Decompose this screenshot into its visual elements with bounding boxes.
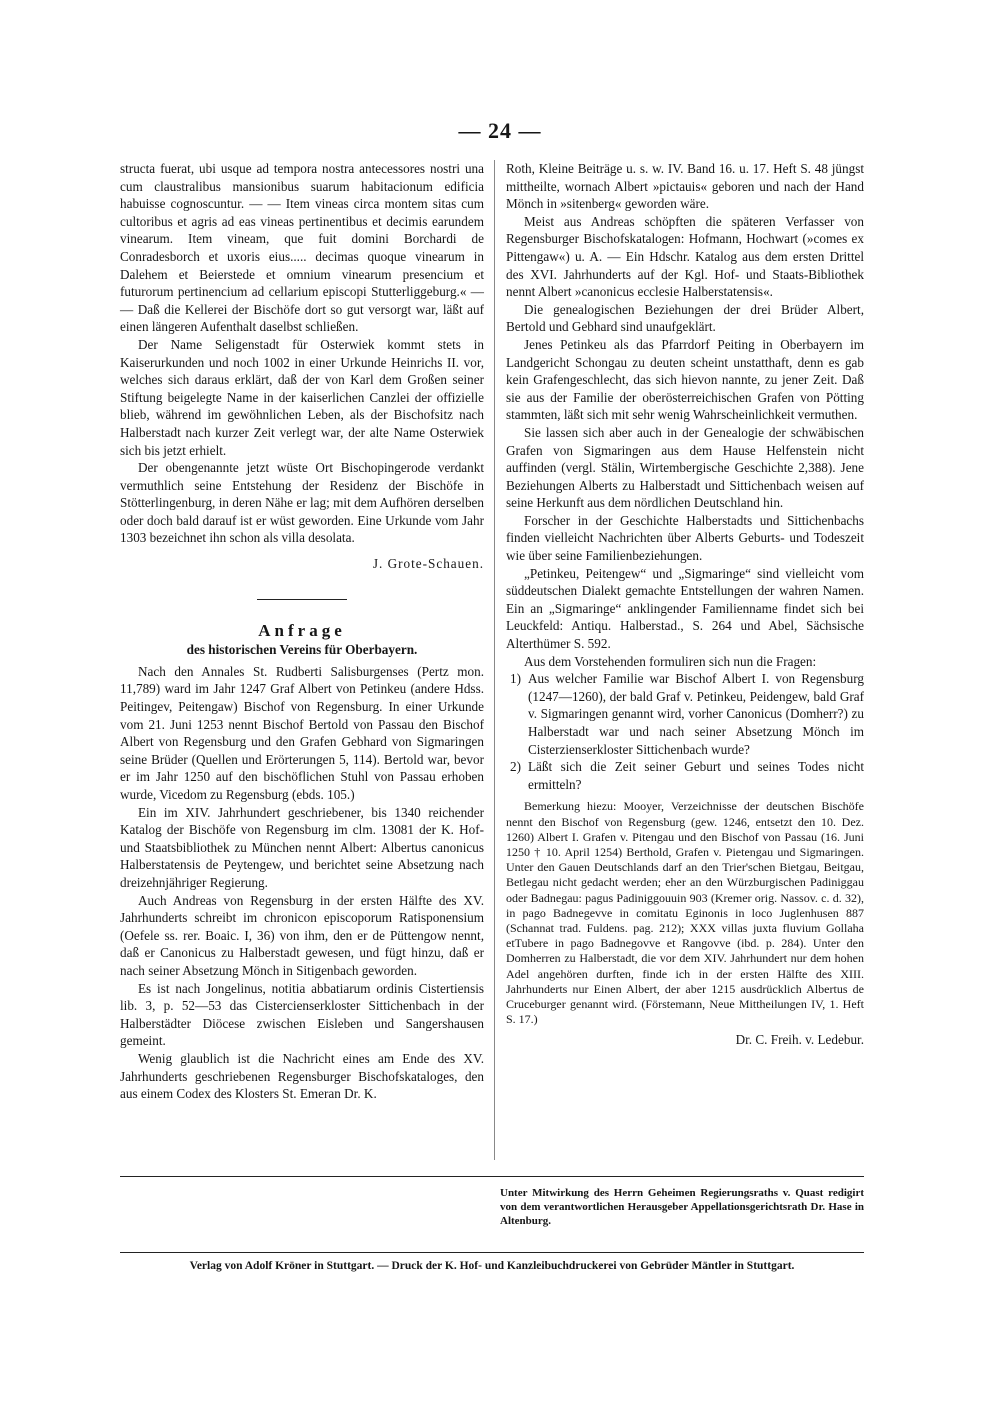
paragraph: Der obengenannte jetzt wüste Ort Bischopingerode verdankt vermuthlich seine Entstehung der Residenz der Bischöfe in Stötterlingenburg, in deren Nähe er lag; mit dem Aufhören derselben oder doch bald darauf ist er wüst geworden. Eine Urkunde vom Jahr 1303 bezeichnet ihn schon als villa desolata. bbox=[120, 460, 484, 546]
question-text: Aus welcher Familie war Bischof Albert I. von Regensburg (1247—1260), der bald Graf v. Petinkeu, Peidengew, bald Graf v. Sigmaringen genannt wird, vorher Canonicus (Domherr?) zu Halberstadt war und nach seiner Absetzung Mönch im Cisterzienserkloster Sittichenbach wurde? bbox=[528, 671, 864, 757]
paragraph: Forscher in der Geschichte Halberstadts und Sittichenbachs finden vielleicht Nachrichten über Alberts Geburts- und Todeszeit wie über seine Familienbeziehungen. bbox=[506, 512, 864, 564]
paragraph: „Petinkeu, Peitengew“ und „Sigmaringe“ sind vielleicht vom süddeutschen Dialekt gemachte Entstellungen der wahren Namen. Ein an „Sigmaringe“ anklingender Familienname findet sich bei Leuckfeld: Antiqu. Halberstad., S. 264 und Abel, Sächsische Alterthümer S. 592. bbox=[506, 565, 864, 652]
column-divider bbox=[494, 160, 495, 1160]
paragraph: Es ist nach Jongelinus, notitia abbatiarum ordinis Cistertiensis lib. 3, p. 52—53 das Cistercienserkloster Sittichenbach in der Halberstädter Diöcese zwischen Eisleben und Sangershausen gemeint. bbox=[120, 980, 484, 1049]
page-number: — 24 — bbox=[458, 118, 542, 143]
right-column bbox=[506, 160, 864, 1049]
paragraph: structa fuerat, ubi usque ad tempora nostra antecessores nostri una cum claustralibus mansionibus suarum habitacionum edificia habuisse cognoscuntur. — — Item vineas circa montem sitas cum cultoribus et agris ad eas vineas pertinentibus et decimis earundem vinearum. Item vineam, que fuit domini Borchardi de Conradesborch et uxoris eius..... decimas quoque vinearum in Dalehem et Beierstede et omnium vinearum presencium et futurorum pertinencium ad cellarium episcopi Stutterliggeburg.« — — Daß die Kellerei der Bischöfe dort so gut versorgt war, läßt auf einen längeren Aufenthalt daselbst schließen. bbox=[120, 161, 484, 335]
paragraph: Jenes Petinkeu als das Pfarrdorf Peiting in Oberbayern im Landgericht Schongau zu deuten scheint unstatthaft, denn es gab kein Grafengeschlecht, das sich hievon nannte, zu jener Zeit. Daß sie aus der Familie der oberösterreichischen Grafen von Pötting stammten, läßt sich mit sehr wenig Wahrscheinlichkeit vermuthen. bbox=[506, 336, 864, 423]
imprint-rule bbox=[120, 1252, 864, 1253]
question-item bbox=[506, 758, 864, 793]
paragraph: Ein im XIV. Jahrhundert geschriebener, bis 1340 reichender Katalog der Bischöfe von Regensburg im clm. 13081 der K. Hof- und Staatsbibliothek zu München nennt Albert: Albertus canonicus Halberstatensis de Peytengew, und berichtet seine Absetzung nach dreizehnjähriger Regierung. bbox=[120, 804, 484, 890]
paragraph: Wenig glaublich ist die Nachricht eines am Ende des XV. Jahrhunderts geschriebenen Regensburger Bischofskataloges, den aus einem Codex des Klosters St. Emeran Dr. K. bbox=[120, 1050, 484, 1102]
imprint-line: Verlag von Adolf Kröner in Stuttgart. — Druck der K. Hof- und Kanzleibuchdruckerei von Gebrüder Mäntler in Stuttgart. bbox=[189, 1260, 795, 1272]
paragraph: Roth, Kleine Beiträge u. s. w. IV. Band 16. u. 17. Heft S. 48 jüngst mittheilte, wornach Albert »pictauis« geboren und nach der Hand Mönch in »sitenberg« geworden wäre. bbox=[506, 161, 864, 212]
question-number: 2) bbox=[510, 759, 521, 775]
remark-signature: Dr. C. Freih. v. Ledebur. bbox=[735, 1032, 864, 1048]
section-separator bbox=[257, 599, 347, 600]
question-item bbox=[506, 670, 864, 758]
paragraph: Sie lassen sich aber auch in der Genealogie der schwäbischen Grafen von Sigmaringen aus dem Hause Helfenstein nicht auffinden (vergl. Stälin, Wirtembergische Geschichte 2,388). Jene Beziehungen Alberts zu Halberstadt und Sittichenbach weisen auf seine Herkunft aus dem nördlichen Deutschland hin. bbox=[506, 424, 864, 511]
section-heading: Anfrage bbox=[258, 620, 346, 640]
paragraph: Der Name Seligenstadt für Osterwiek kommt stets in Kaiserurkunden und noch 1002 in einer Urkunde Heinrichs II. vor, welches sich daraus erklärt, daß der von Karl dem Großen seiner Stiftung beigelegte Name in der kaiserlichen Canzlei der offizielle blieb, während im gewöhnlichen Leben, als der Bischofsitz nach Halberstadt nach kurzer Zeit verlegt war, der alte Name Osterwiek sich bis jetzt erhielt. bbox=[120, 336, 484, 458]
author-signature: J. Grote-Schauen. bbox=[372, 556, 484, 572]
question-text: Läßt sich die Zeit seiner Geburt und seines Todes nicht ermitteln? bbox=[528, 759, 864, 792]
paragraph: Auch Andreas von Regensburg in der ersten Hälfte des XV. Jahrhunderts schreibt im chronicon episcoporum Ratisponensium (Oefele ss. rer. Boaic. I, 36) von ihm, den er de Püttengow nennt, daß er Canonicus zu Halberstadt gewesen, und fügt hinzu, daß er nach seiner Absetzung Mönch in Sitigenbach geworden. bbox=[120, 892, 484, 978]
paragraph: Aus dem Vorstehenden formuliren sich nun die Fragen: bbox=[524, 653, 817, 669]
remark-paragraph: Bemerkung hiezu: Mooyer, Verzeichnisse der deutschen Bischöfe nennt den Bischof von Regensburg (gew. 1246, entsetzt den 10. Dez. 1260) Albert I. Grafen v. Pitengau und den Bischof von Passau (16. Juni 1250 † 10. April 1254) Berthold, Grafen v. Pietengau und Sigmaringen. Unter den Gauen Deutschlands darf an den Trier'schen Bietgau, Beitgau, Betlegau nicht gedacht werden; eher an den Würzburgischen Padiniggau oder Badnegau: pagus Padiniggouuin 903 (Kremer orig. Nassov. c. d. 32), in pago Badnegevve in comitatu Eginonis in loco Juglenhusen 887 (Schannat trad. Fuldens. pag. 212); XXX villas juxta fluvium Gollaha etTubere in pago Badnegovve et Rangovve (ibd. p. 284). Unter den Domherren zu Halberstadt, die vor dem XIV. Jahrhundert nur dem hohen Adel angehören durften, finde ich in der ersten Hälfte des XIII. Jahrhunderts nur Einen Albert, der aber 1215 ausdrücklich Albertus de Cruceburger genannt wird. (Förstemann, Neue Mittheilungen IV, 1. Heft S. 17.) bbox=[506, 799, 864, 1027]
paragraph: Die genealogischen Beziehungen der drei Brüder Albert, Bertold und Gebhard sind unaufgeklärt. bbox=[506, 301, 864, 335]
question-number: 1) bbox=[510, 671, 521, 687]
editor-note: Unter Mitwirkung des Herrn Geheimen Regierungsraths v. Quast redigirt von dem verantwortlichen Herausgeber Appellationsgerichtsrath Dr. Hase in Altenburg. bbox=[500, 1187, 864, 1227]
section-subheading: des historischen Vereins für Oberbayern. bbox=[186, 642, 418, 658]
paragraph: Nach den Annales St. Rudberti Salisburgenses (Pertz mon. 11,789) ward im Jahr 1247 Graf Albert von Petinkeu (andere Hdss. Peitingev, Peitengaw) Bischof von Regensburg. In einer Urkunde vom 21. Juni 1253 nennt Bischof Bertold von Passau den Bischof Albert von Regensburg und den Grafen Gebhard von Sigmaringen seine Brüder (Quellen und Erörterungen 5, 114). Bertold war, bevor er im Jahr 1250 auf den bischöflichen Stuhl von Passau erhoben wurde, Vicedom zu Regensburg (ebds. 105.) bbox=[120, 663, 484, 802]
left-column bbox=[120, 160, 484, 1103]
paragraph: Meist aus Andreas schöpften die späteren Verfasser von Regensburger Bischofskatalogen: Hofmann, Hochwart (»comes ex Pittengaw«) u. A. — Ein Hdschr. Katalog aus dem ersten Drittel des XVI. Jahrhunderts auf der Kgl. Hof- und Staats-Bibliothek nennt Albert »canonicus ecclesie Halberstatensis«. bbox=[506, 213, 864, 300]
question-list bbox=[506, 670, 864, 793]
footer-rule bbox=[120, 1176, 864, 1177]
